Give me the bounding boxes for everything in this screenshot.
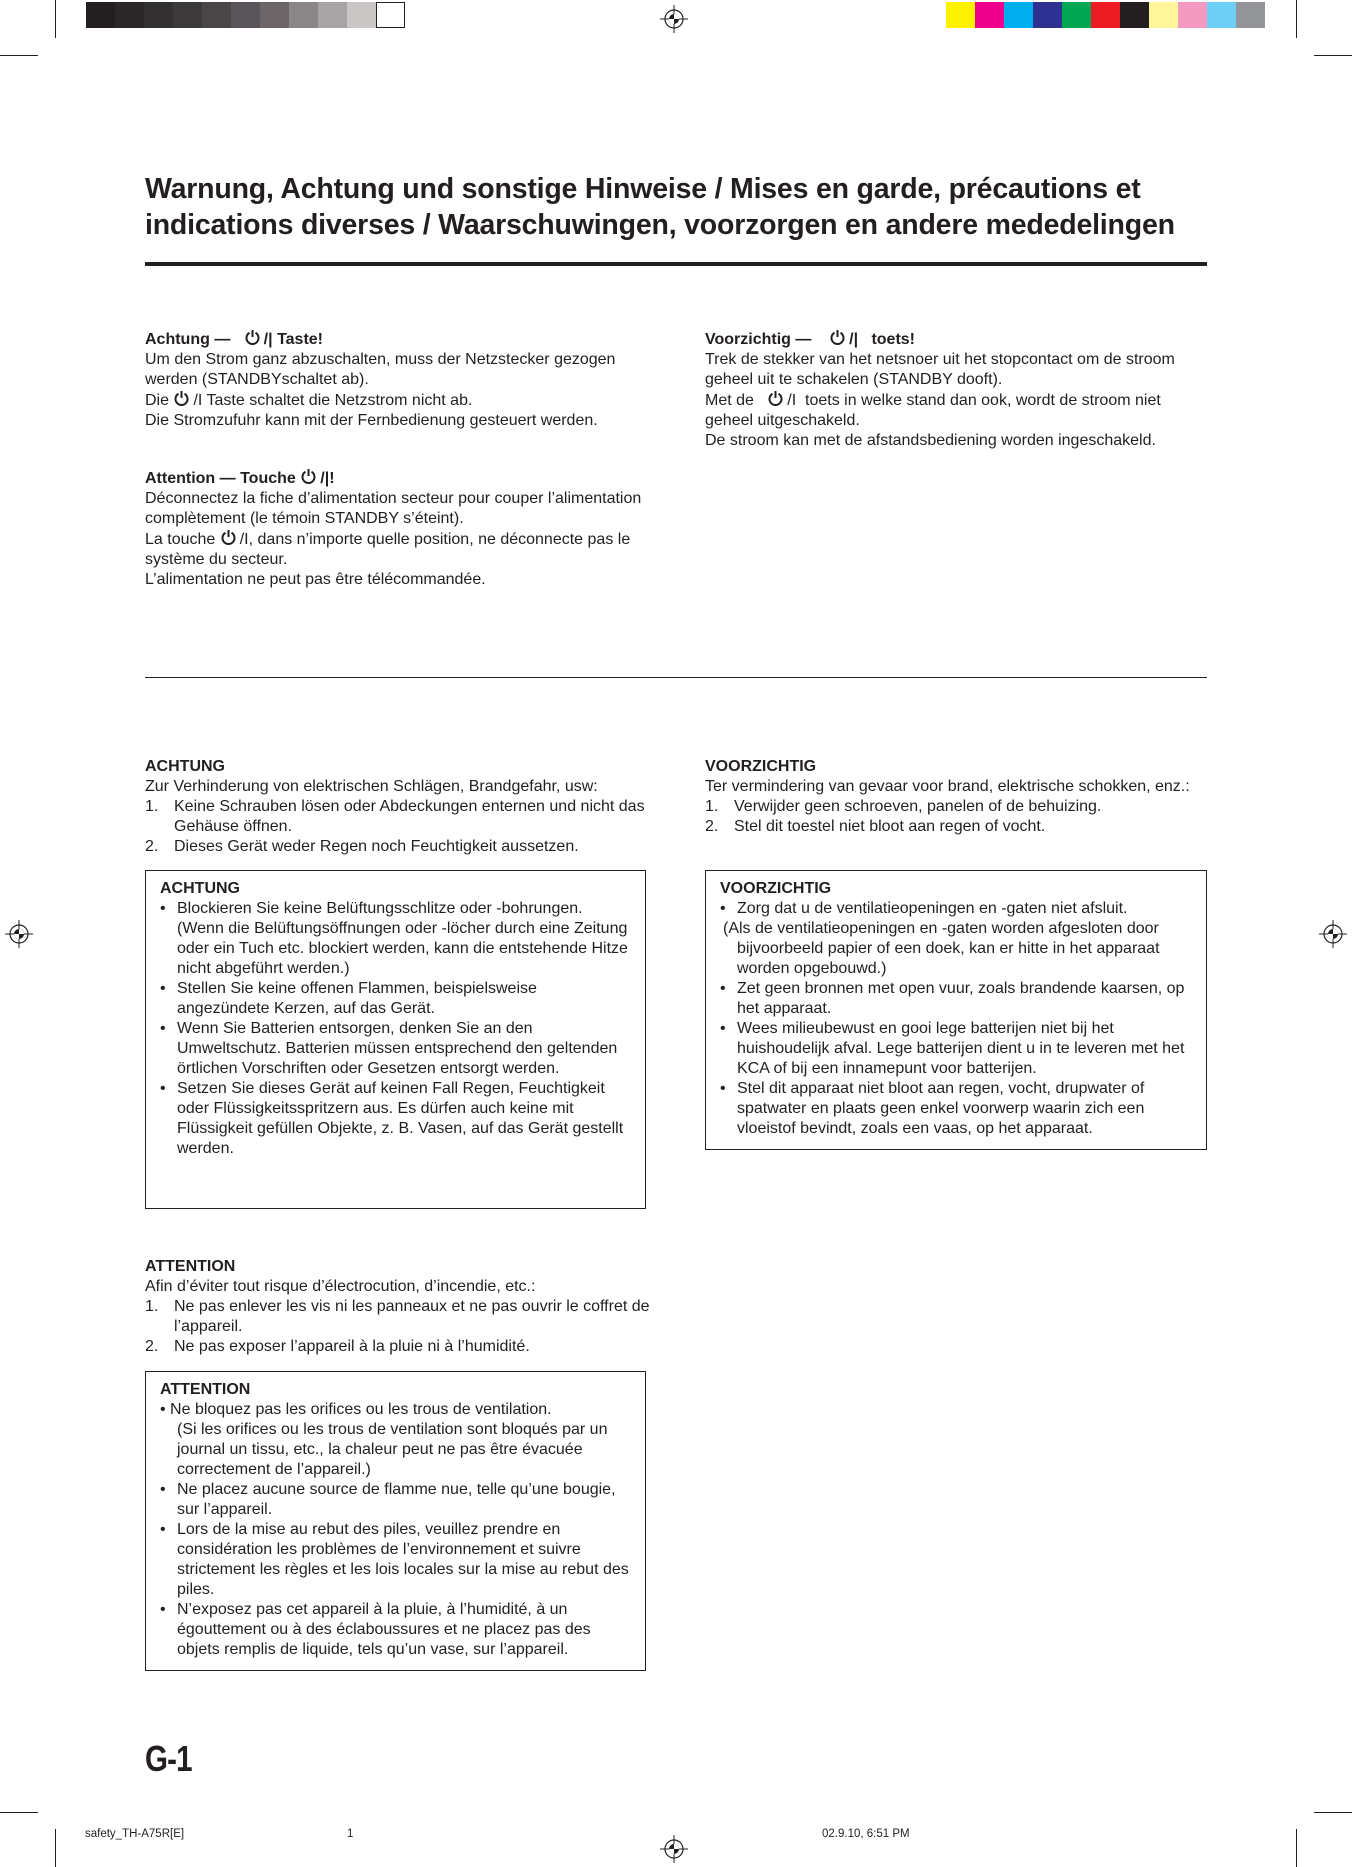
list-item: • Zet geen bronnen met open vuur, zoals brandende kaarsen, op het apparaat. <box>720 980 1185 1017</box>
list-item: 1. Keine Schrauben lösen oder Abdeckungen enternen und nicht das Gehäuse öffnen. <box>145 798 645 835</box>
power-text-nl-1: Trek de stekker van het netsnoer uit het stopcontact om de stroom geheel uit te schakelen (STANDBY dooft). <box>705 351 1175 388</box>
list-item: • Wees milieubewust en gooi lege batterijen niet bij het huishoudelijk afval. Lege batterijen dient u in te leveren met het KCA of bij een innamepunt voor batterijen. <box>720 1020 1185 1077</box>
section-divider <box>145 677 1207 678</box>
power-heading-fr: Attention — Touche /|! <box>145 470 335 487</box>
caution-nl-box <box>705 870 1207 1150</box>
power-text-nl-2: Met de /I toets in welke stand dan ook, wordt de stroom niet geheel uitgeschakeld. <box>705 392 1161 429</box>
color-swatch <box>173 2 202 28</box>
color-swatch <box>260 2 289 28</box>
color-swatch <box>946 2 975 28</box>
caution-nl-box-list <box>720 979 1194 1139</box>
color-swatch <box>86 2 115 28</box>
caution-de-intro: Zur Verhinderung von elektrischen Schlägen, Brandgefahr, usw: <box>145 778 598 795</box>
caution-nl-box-list-first <box>720 899 1194 919</box>
list-item: 2. Stel dit toestel niet bloot aan regen of vocht. <box>705 818 1046 835</box>
power-text-de-3: Die Stromzufuhr kann mit der Fernbedienung gesteuert werden. <box>145 412 598 429</box>
power-section-fr <box>145 468 665 590</box>
color-swatch <box>1091 2 1120 28</box>
crop-mark <box>0 55 38 56</box>
color-swatch <box>202 2 231 28</box>
caution-nl-intro: Ter vermindering van gevaar voor brand, elektrische schokken, enz.: <box>705 778 1190 795</box>
caution-fr-box-list <box>160 1480 633 1660</box>
color-swatch <box>376 2 405 28</box>
list-item: 1. Ne pas enlever les vis ni les panneaux et ne pas ouvrir le coffret de l’appareil. <box>145 1298 650 1335</box>
color-swatch <box>1062 2 1091 28</box>
crop-mark <box>0 1812 38 1813</box>
caution-nl-list <box>705 797 1205 837</box>
list-item: • Ne placez aucune source de flamme nue, telle qu’une bougie, sur l’appareil. <box>160 1481 616 1518</box>
color-swatch <box>1236 2 1265 28</box>
footer-date: 02.9.10, 6:51 PM <box>822 1828 910 1840</box>
list-item: 1. Verwijder geen schroeven, panelen of de behuizing. <box>705 798 1102 815</box>
caution-nl-heading: VOORZICHTIG <box>705 758 817 775</box>
caution-de-list <box>145 797 645 857</box>
caution-nl <box>705 757 1205 837</box>
standby-power-icon <box>829 329 849 347</box>
caution-fr-heading: ATTENTION <box>145 1258 236 1275</box>
color-swatch <box>1207 2 1236 28</box>
caution-de-heading: ACHTUNG <box>145 758 225 775</box>
power-section-nl <box>705 329 1210 451</box>
caution-fr-intro: Afin d’éviter tout risque d’électrocution, d’incendie, etc.: <box>145 1278 536 1295</box>
caution-de-box-list <box>160 899 633 1159</box>
caution-nl-box-heading: VOORZICHTIG <box>720 880 832 897</box>
crop-mark <box>1314 55 1352 56</box>
registration-mark-icon <box>660 5 688 33</box>
standby-power-icon <box>244 329 264 347</box>
list-item: 2. Ne pas exposer l’appareil à la pluie ni à l’humidité. <box>145 1338 530 1355</box>
caution-de-box-heading: ACHTUNG <box>160 880 240 897</box>
color-swatch <box>318 2 347 28</box>
crop-mark <box>1296 0 1297 38</box>
list-item: • Stel dit apparaat niet bloot aan regen, vocht, drupwater of spatwater en plaats geen enkel voorwerp waarin zich een vloeistof bevindt, zoals een vaas, op het apparaat. <box>720 1080 1145 1137</box>
crop-mark <box>1296 1829 1297 1867</box>
standby-power-icon <box>767 390 787 408</box>
color-swatch <box>1004 2 1033 28</box>
caution-fr-box <box>145 1371 646 1671</box>
power-section-de <box>145 329 665 431</box>
caution-fr-box-first: • Ne bloquez pas les orifices ou les trous de ventilation. <box>160 1401 552 1418</box>
power-text-nl-3: De stroom kan met de afstandsbediening worden ingeschakeld. <box>705 432 1156 449</box>
list-item: • Wenn Sie Batterien entsorgen, denken Sie an den Umweltschutz. Batterien müssen entsprechend den geltenden örtlichen Vorschriften oder Gesetzen entsorgt werden. <box>160 1020 618 1077</box>
list-item: • Stellen Sie keine offenen Flammen, beispielsweise angezündete Kerzen, auf das Gerät. <box>160 980 537 1017</box>
color-swatch <box>1033 2 1062 28</box>
registration-mark-icon <box>5 920 33 948</box>
power-text-de-2: Die /I Taste schaltet die Netzstrom nicht ab. <box>145 392 473 409</box>
color-swatch <box>231 2 260 28</box>
color-swatch <box>975 2 1004 28</box>
caution-fr <box>145 1257 650 1357</box>
caution-de <box>145 757 645 857</box>
standby-power-icon <box>300 468 320 486</box>
power-text-fr-2: La touche /I, dans n’importe quelle position, ne déconnecte pas le système du secteur. <box>145 531 631 568</box>
registration-mark-icon <box>660 1835 688 1863</box>
list-item: • Lors de la mise au rebut des piles, veuillez prendre en considération les problèmes de l’environnement et suivre strictement les règles et les lois locales sur la mise au rebut des piles. <box>160 1521 629 1598</box>
power-text-de-1: Um den Strom ganz abzuschalten, muss der Netzstecker gezogen werden (STANDBYschaltet ab). <box>145 351 616 388</box>
power-heading-nl: Voorzichtig — /| toets! <box>705 331 915 348</box>
registration-mark-icon <box>1319 920 1347 948</box>
footer-page: 1 <box>347 1828 354 1840</box>
crop-mark <box>55 0 56 38</box>
power-text-fr-3: L’alimentation ne peut pas être télécommandée. <box>145 571 486 588</box>
list-item: • N’exposez pas cet appareil à la pluie, à l’humidité, à un égouttement ou à des éclaboussures et ne placez pas des objets remplis de liquide, tels qu’un vase, sur l’appareil. <box>160 1601 591 1658</box>
color-swatch <box>1149 2 1178 28</box>
color-swatch <box>115 2 144 28</box>
page-label: G-1 <box>145 1738 192 1779</box>
footer-file: safety_TH-A75R[E] <box>85 1828 185 1840</box>
list-item: • Blockieren Sie keine Belüftungsschlitze oder -bohrungen. (Wenn die Belüftungsöffnungen oder -löcher durch eine Zeitung oder ein Tuch etc. blockiert werden, kann die entstehende Hitze nicht abgeführt werden.) <box>160 900 628 977</box>
caution-fr-box-first-cont: (Si les orifices ou les trous de ventilation sont bloqués par un journal un tissu, etc., la chaleur peut ne pas être évacuée correctement de l’appareil.) <box>177 1421 608 1478</box>
color-swatch <box>144 2 173 28</box>
caution-de-box <box>145 870 646 1209</box>
caution-fr-list <box>145 1297 650 1357</box>
caution-fr-box-heading: ATTENTION <box>160 1381 251 1398</box>
color-swatch <box>289 2 318 28</box>
standby-power-icon <box>173 390 193 408</box>
standby-power-icon <box>220 529 240 547</box>
page-title: Warnung, Achtung und sonstige Hinweise / Mises en garde, précautions et indications diverses / Waarschuwingen, voorzorgen en andere mededelingen <box>145 173 1175 241</box>
list-item: • Setzen Sie dieses Gerät auf keinen Fall Regen, Feuchtigkeit oder Flüssigkeitsspritzern aus. Es dürfen auch keine mit Flüssigkeit gefüllen Objekte, z. B. Vasen, auf das Gerät gestellt werden. <box>160 1080 624 1157</box>
title-divider <box>145 262 1207 266</box>
power-heading-de: Achtung — /| Taste! <box>145 331 323 348</box>
color-swatch <box>1178 2 1207 28</box>
crop-mark <box>1314 1812 1352 1813</box>
crop-mark <box>55 1829 56 1867</box>
power-text-fr-1: Déconnectez la fiche d’alimentation secteur pour couper l’alimentation complètement (le témoin STANDBY s’éteint). <box>145 490 642 527</box>
color-swatch <box>347 2 376 28</box>
list-item: 2. Dieses Gerät weder Regen noch Feuchtigkeit aussetzen. <box>145 838 579 855</box>
caution-nl-box-first-cont: (Als de ventilatieopeningen en -gaten worden afgesloten door bijvoorbeeld papier of een doek, kan er hitte in het apparaat worden opgebouwd.) <box>723 920 1160 977</box>
list-item: • Zorg dat u de ventilatieopeningen en -gaten niet afsluit. <box>720 900 1128 917</box>
color-swatch <box>1120 2 1149 28</box>
